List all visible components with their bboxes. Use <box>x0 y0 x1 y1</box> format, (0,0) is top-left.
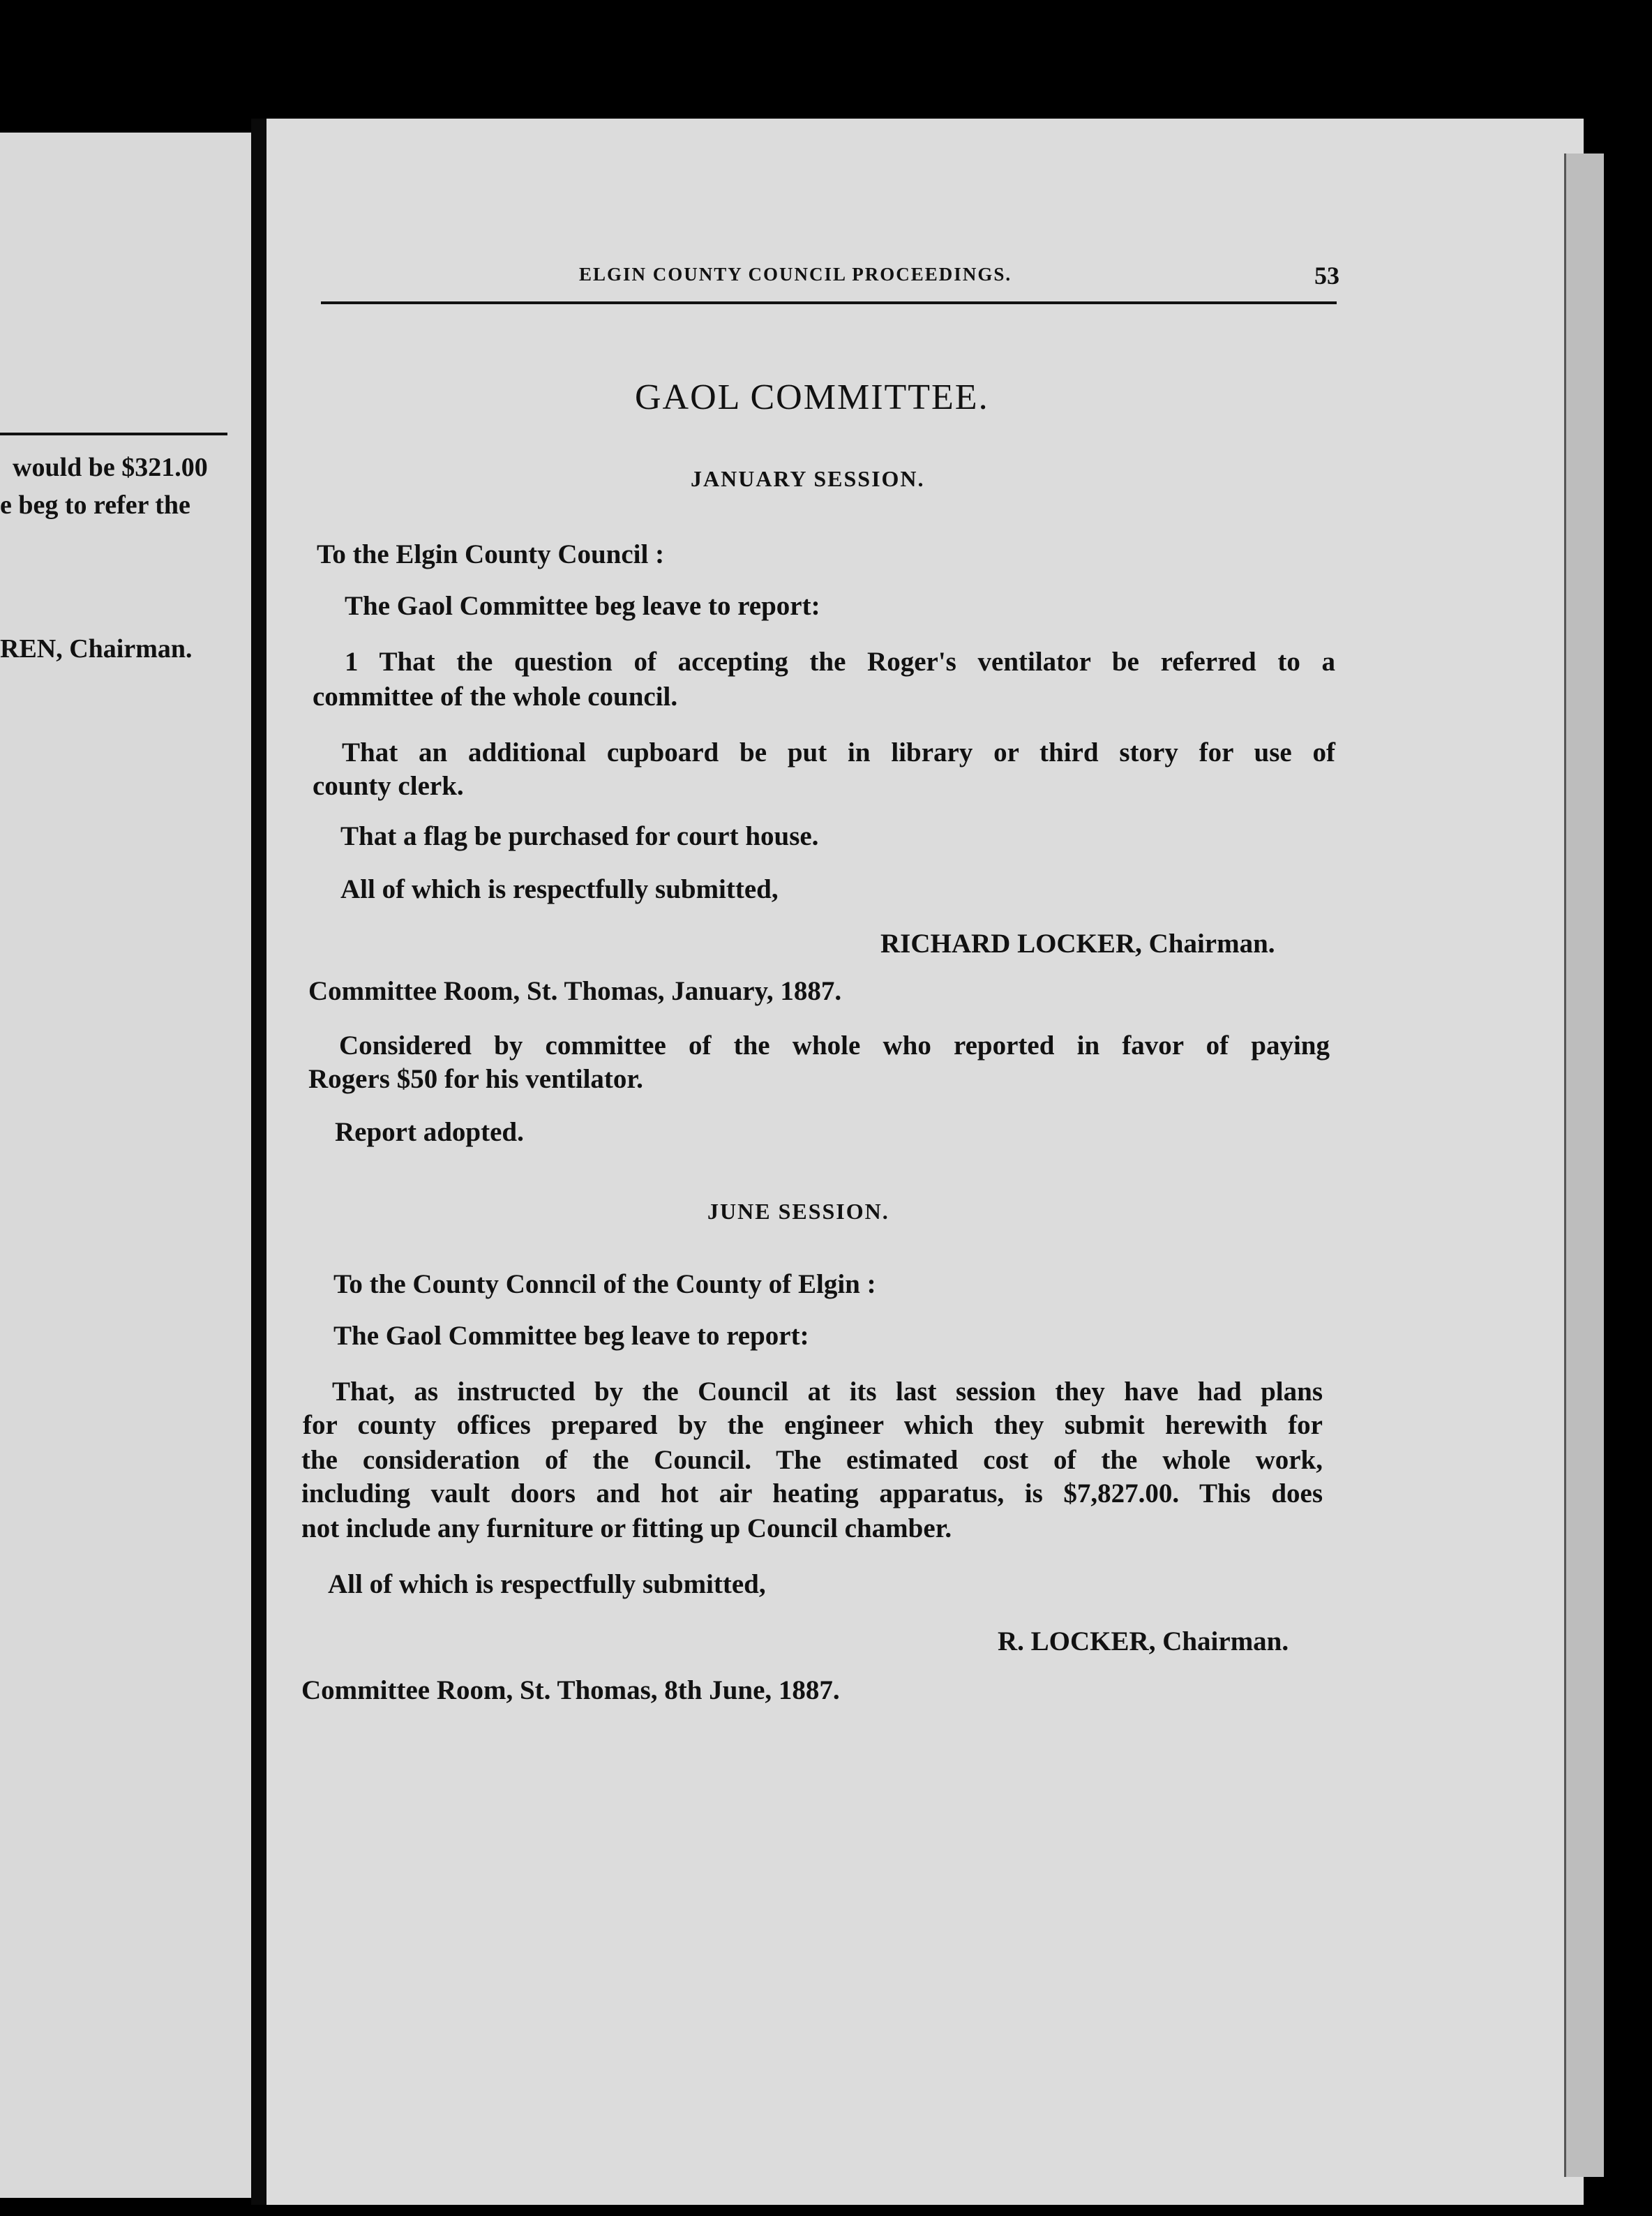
section-title: GAOL COMMITTEE. <box>635 377 989 417</box>
june-signature: R. LOCKER, Chairman. <box>998 1626 1289 1656</box>
header-rule <box>321 301 1337 304</box>
january-item-3: That a flag be purchased for court house. <box>340 821 819 851</box>
january-note-line-2: Rogers $50 for his ventilator. <box>308 1064 643 1094</box>
june-dateline: Committee Room, St. Thomas, 8th June, 1887. <box>301 1675 840 1705</box>
book-gutter <box>251 119 266 2205</box>
january-item-1-line-1: 1 That the question of accepting the Roger's ventilator be referred to a <box>345 647 1335 677</box>
running-header: ELGIN COUNTY COUNCIL PROCEEDINGS. <box>579 264 1012 285</box>
january-intro: The Gaol Committee beg leave to report: <box>345 591 820 621</box>
june-session-heading: JUNE SESSION. <box>707 1199 889 1224</box>
facing-page-fragment <box>0 133 251 2198</box>
page-edge <box>1564 154 1604 2177</box>
facing-page-line: REN, Chairman. <box>0 634 193 664</box>
facing-page-line: would be $321.00 <box>13 453 208 482</box>
january-item-2-line-2: county clerk. <box>313 771 464 801</box>
facing-page-line: e beg to refer the <box>0 491 190 520</box>
june-closing: All of which is respectfully submitted, <box>328 1569 766 1599</box>
january-dateline: Committee Room, St. Thomas, January, 1887. <box>308 976 842 1006</box>
january-item-2-line-1: That an additional cupboard be put in library or third story for use of <box>342 738 1335 768</box>
january-session-heading: JANUARY SESSION. <box>691 466 925 491</box>
facing-page-rule <box>0 433 227 435</box>
june-paragraph-line-5: not include any furniture or fitting up Council chamber. <box>301 1513 952 1543</box>
january-signature: RICHARD LOCKER, Chairman. <box>880 929 1275 959</box>
january-adopted: Report adopted. <box>335 1117 524 1147</box>
january-closing: All of which is respectfully submitted, <box>340 874 779 904</box>
june-paragraph-line-3: the consideration of the Council. The estimated cost of the whole work, <box>301 1445 1323 1475</box>
january-note-line-1: Considered by committee of the whole who reported in favor of paying <box>339 1031 1330 1061</box>
june-intro: The Gaol Committee beg leave to report: <box>333 1321 809 1351</box>
document-page <box>266 119 1584 2205</box>
page-number: 53 <box>1314 262 1339 290</box>
june-paragraph-line-4: including vault doors and hot air heating apparatus, is $7,827.00. This does <box>301 1478 1323 1508</box>
january-address: To the Elgin County Council : <box>317 539 665 569</box>
june-paragraph-line-1: That, as instructed by the Council at its last session they have had plans <box>332 1377 1323 1407</box>
january-item-1-line-2: committee of the whole council. <box>313 682 678 712</box>
june-paragraph-line-2: for county offices prepared by the engineer which they submit herewith for <box>303 1410 1323 1440</box>
june-address: To the County Conncil of the County of Elgin : <box>333 1269 876 1299</box>
